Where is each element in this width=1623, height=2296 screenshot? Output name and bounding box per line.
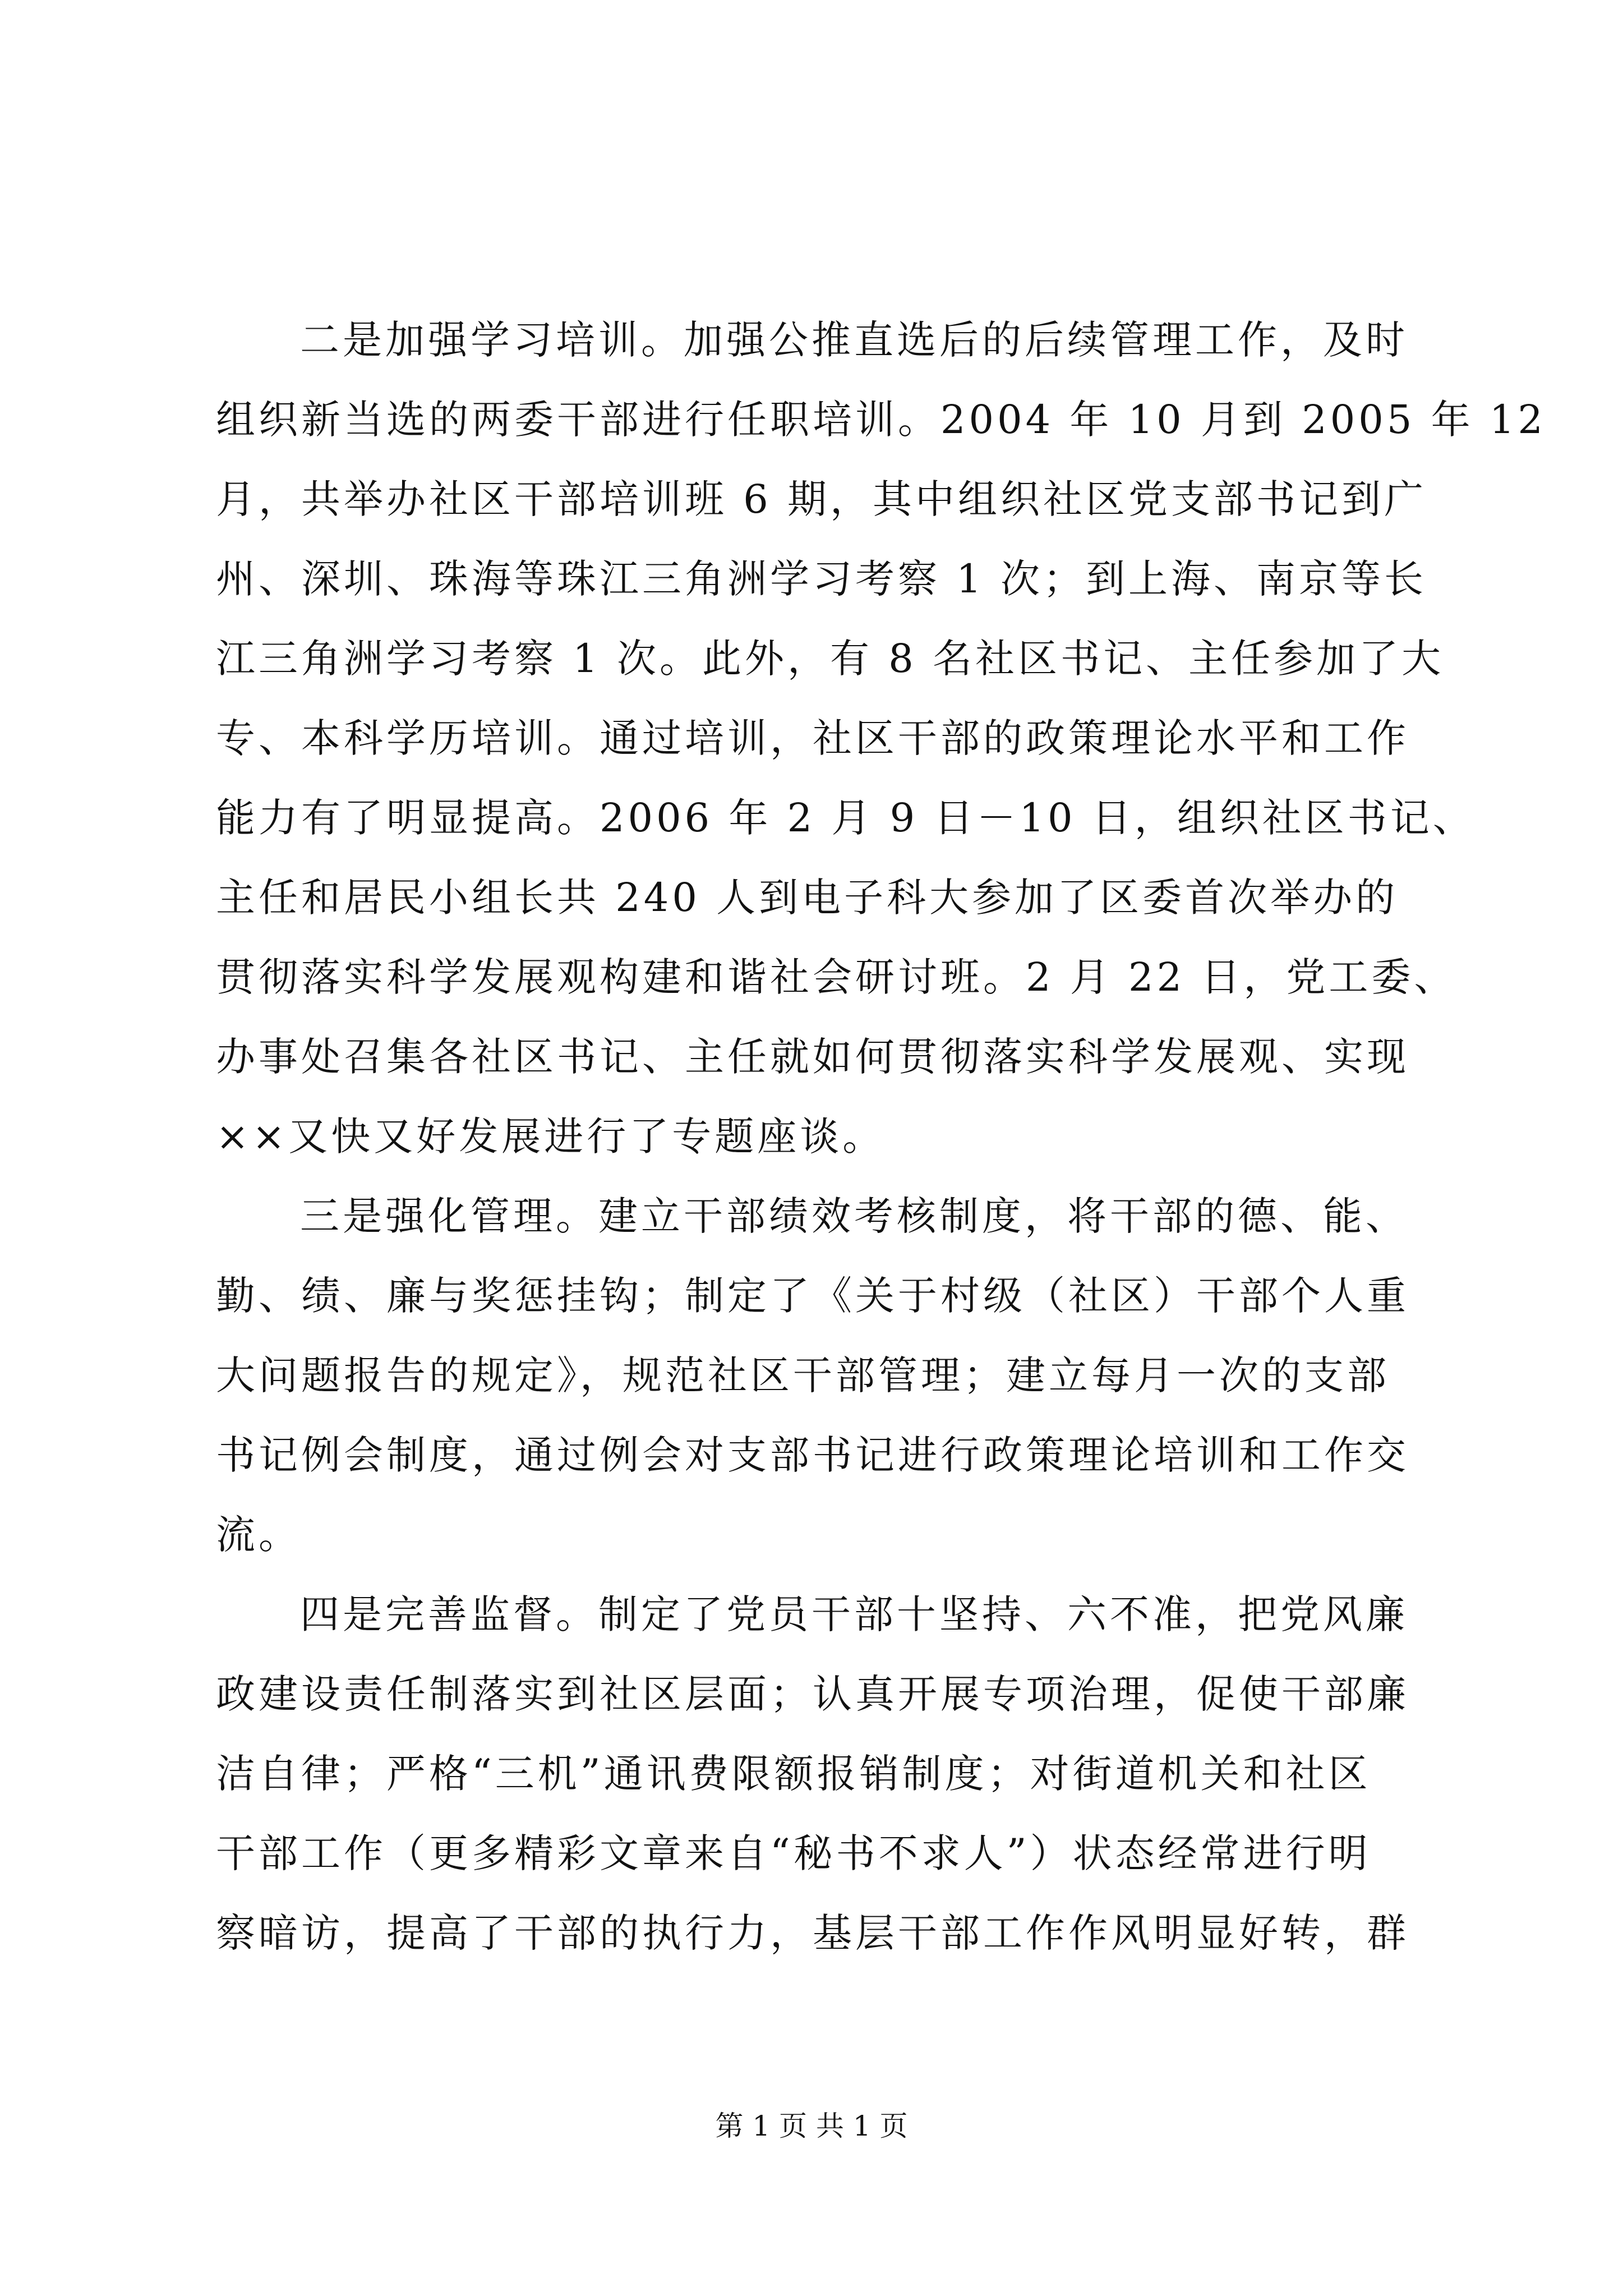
page-footer	[0, 2106, 1623, 2146]
text-line: 书记例会制度，通过例会对支部书记进行政策理论培训和工作交	[216, 1432, 1409, 1478]
paragraph	[216, 300, 1546, 1176]
text-line: 洁自律；严格“三机”通讯费限额报销制度；对街道机关和社区	[216, 1751, 1371, 1797]
text-line: 察暗访，提高了干部的执行力，基层干部工作作风明显好转，群	[216, 1910, 1409, 1956]
text-line: 能力有了明显提高。2006 年 2 月 9 日－10 日，组织社区书记、	[216, 795, 1476, 841]
text-line: 专、本科学历培训。通过培训，社区干部的政策理论水平和工作	[216, 715, 1409, 761]
text-line: 政建设责任制落实到社区层面；认真开展专项治理，促使干部廉	[216, 1671, 1409, 1717]
text-line: 贯彻落实科学发展观构建和谐社会研讨班。2 月 22 日，党工委、	[216, 954, 1457, 1000]
page-number: 第 1 页 共 1 页	[715, 2110, 908, 2142]
text-line: ××又快又好发展进行了专题座谈。	[216, 1114, 886, 1159]
paragraph	[216, 1176, 1433, 1575]
text-line: 干部工作（更多精彩文章来自“秘书不求人”）状态经常进行明	[216, 1830, 1371, 1876]
text-line: 月，共举办社区干部培训班 6 期，其中组织社区党支部书记到广	[216, 476, 1427, 522]
text-line: 办事处召集各社区书记、主任就如何贯彻落实科学发展观、实现	[216, 1034, 1409, 1080]
text-line: 流。	[216, 1512, 301, 1558]
text-line: 大问题报告的规定》，规范社区干部管理；建立每月一次的支部	[216, 1352, 1390, 1398]
text-line: 州、深圳、珠海等珠江三角洲学习考察 1 次；到上海、南京等长	[216, 556, 1427, 602]
text-line: 组织新当选的两委干部进行任职培训。2004 年 10 月到 2005 年 12	[216, 397, 1546, 443]
text-line: 勤、绩、廉与奖惩挂钩；制定了《关于村级（社区）干部个人重	[216, 1273, 1409, 1319]
text-line: 四是完善监督。制定了党员干部十坚持、六不准，把党风廉	[300, 1591, 1408, 1637]
text-line: 主任和居民小组长共 240 人到电子科大参加了区委首次举办的	[216, 875, 1399, 921]
text-line: 江三角洲学习考察 1 次。此外，有 8 名社区书记、主任参加了大	[216, 636, 1445, 682]
text-line: 二是加强学习培训。加强公推直选后的后续管理工作，及时	[300, 317, 1408, 363]
document-body	[216, 300, 1546, 1973]
paragraph	[216, 1575, 1433, 1973]
text-line: 三是强化管理。建立干部绩效考核制度，将干部的德、能、	[300, 1193, 1408, 1239]
